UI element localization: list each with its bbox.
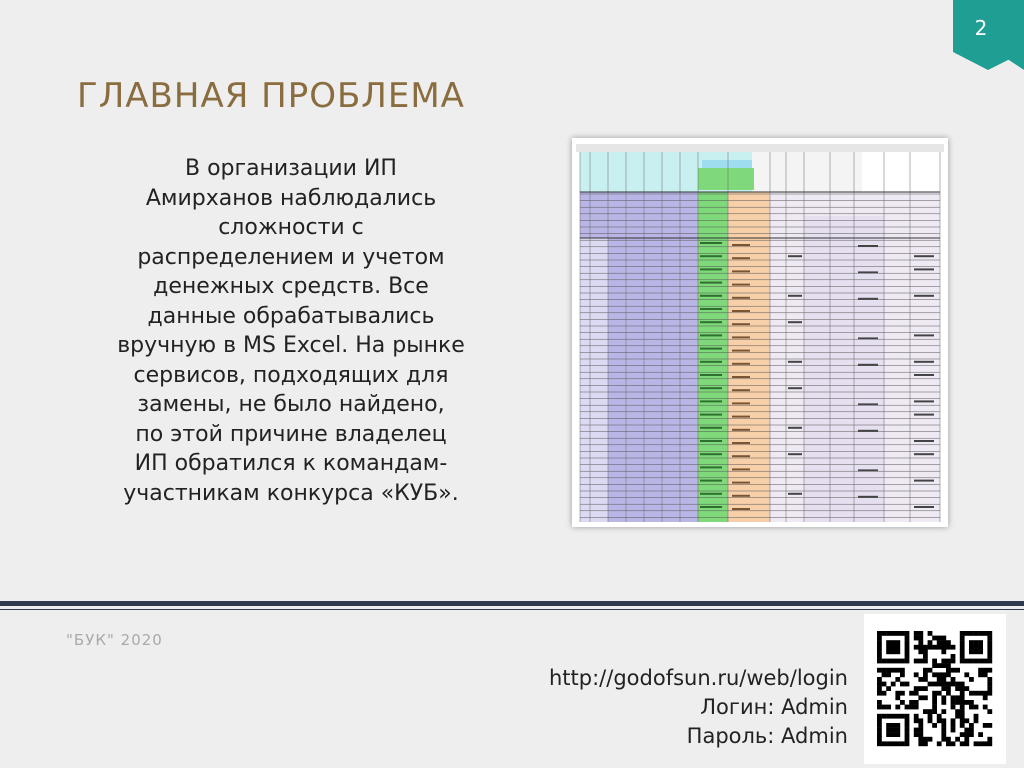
paragraph-line: замены, не было найдено, — [137, 392, 445, 417]
footer-tag: "БУК" 2020 — [66, 631, 163, 649]
password-text: Пароль: Admin — [686, 724, 848, 748]
slide-title: ГЛАВНАЯ ПРОБЛЕМА — [77, 76, 465, 116]
qr-code-icon — [864, 614, 1006, 764]
paragraph-line: сложности с — [218, 215, 364, 240]
paragraph-line: распределением и учетом — [137, 244, 445, 270]
login-info — [549, 664, 848, 751]
paragraph-line: В организации ИП — [185, 156, 397, 181]
slide-number: 2 — [974, 16, 988, 40]
footer-divider-thin — [0, 609, 1024, 610]
problem-paragraph — [96, 154, 486, 508]
qr-code-graphic — [864, 614, 1006, 764]
paragraph-line: участникам конкурса «КУБ». — [123, 480, 459, 506]
login-url-link[interactable]: http://godofsun.ru/web/login — [549, 666, 848, 690]
spreadsheet-graphic — [572, 138, 948, 527]
paragraph-line: Амирханов наблюдались — [145, 185, 437, 211]
paragraph-line: вручную в MS Excel. На рынке — [117, 333, 465, 358]
paragraph-line: по этой причине владелец — [135, 421, 447, 447]
paragraph-line: ИП обратился к командам- — [134, 451, 448, 476]
paragraph-line: денежных средств. Все — [153, 274, 429, 299]
footer-divider — [0, 601, 1024, 606]
paragraph-line: сервисов, подходящих для — [133, 362, 449, 388]
spreadsheet-screenshot-image — [572, 138, 948, 527]
paragraph-line: данные обрабатывались — [147, 303, 435, 329]
login-text: Логин: Admin — [700, 695, 848, 719]
